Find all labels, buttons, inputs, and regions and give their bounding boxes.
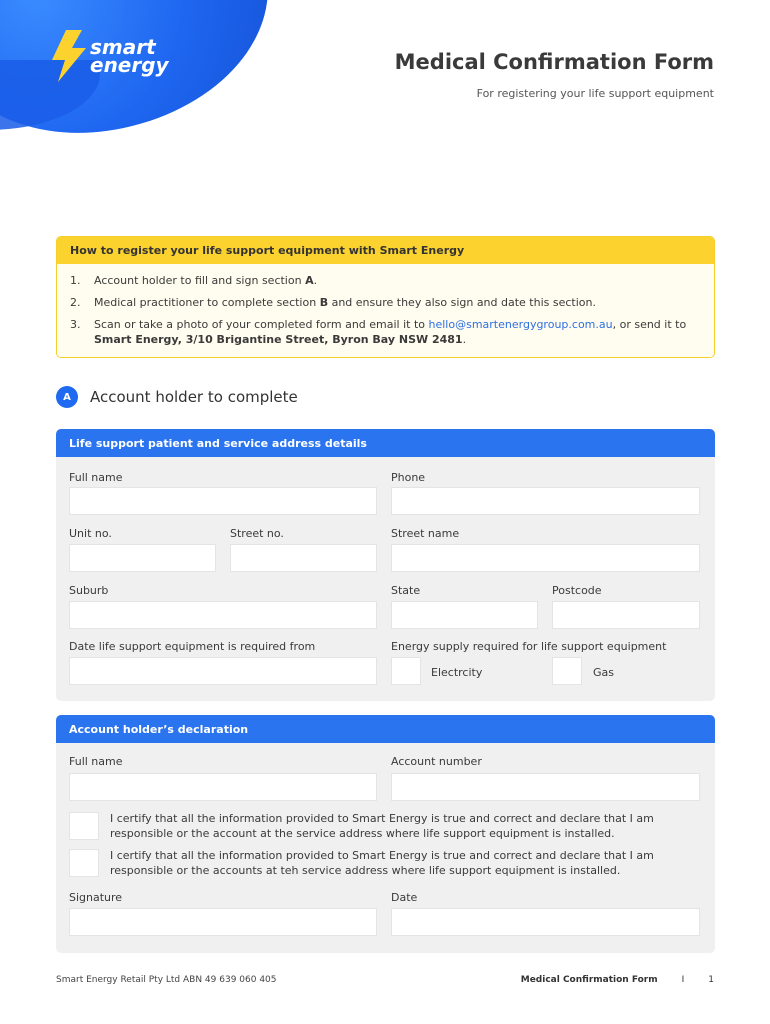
logo-line-1: smart — [90, 35, 156, 59]
footer-company: Smart Energy Retail Pty Ltd ABN 49 639 060 405 — [56, 975, 277, 985]
section-a-label: Account holder to complete — [90, 388, 298, 406]
date-required-input[interactable] — [69, 657, 377, 685]
energy-supply-label: Energy supply required for life support equipment — [391, 640, 667, 653]
step-text-part: . — [462, 333, 467, 346]
electricity-label: Electrcity — [431, 666, 483, 679]
patient-details-panel — [56, 429, 715, 701]
how-to-step-2 — [70, 295, 701, 310]
full-name-input[interactable] — [69, 487, 377, 515]
certify-2-text: I certify that all the information provided to Smart Energy is true and correct and declare that I am responsible or the accounts at teh service address where life support equipment is installed. — [110, 849, 654, 877]
step-number: 3. — [70, 318, 81, 331]
account-number-label: Account number — [391, 755, 482, 768]
step-text-part: Account holder to fill and sign section — [94, 274, 306, 287]
step-bold-part: B — [319, 296, 329, 309]
how-to-steps — [70, 273, 701, 347]
footer-form-name: Medical Confirmation Form — [520, 975, 658, 985]
step-text-part: , or send it to — [612, 318, 687, 331]
street-name-input[interactable] — [391, 544, 700, 572]
how-to-body — [57, 264, 714, 357]
date-input[interactable] — [391, 908, 700, 936]
footer-separator: I — [681, 975, 685, 985]
declaration-panel — [56, 715, 715, 953]
phone-label: Phone — [391, 471, 426, 484]
gas-checkbox[interactable] — [552, 657, 582, 685]
signature-input[interactable] — [69, 908, 377, 936]
page-subtitle: For registering your life support equipment — [476, 87, 714, 100]
step-text-part: and ensure they also sign and date this section. — [328, 296, 596, 309]
electricity-checkbox[interactable] — [391, 657, 421, 685]
step-text-part: . — [313, 274, 318, 287]
certify-2-checkbox[interactable] — [69, 849, 99, 877]
state-input[interactable] — [391, 601, 538, 629]
how-to-step-1 — [70, 273, 701, 288]
how-to-step-3 — [70, 317, 701, 347]
how-to-register-box — [56, 236, 715, 358]
postcode-label: Postcode — [552, 584, 602, 597]
unit-no-label: Unit no. — [69, 527, 112, 540]
step-bold-part: Smart Energy, 3/10 Brigantine Street, Byron Bay NSW 2481 — [94, 333, 463, 346]
street-no-label: Street no. — [230, 527, 284, 540]
page-title: Medical Confirmation Form — [394, 50, 714, 74]
suburb-input[interactable] — [69, 601, 377, 629]
step-bold-part: A — [305, 274, 314, 287]
footer-right — [521, 975, 714, 985]
patient-panel-heading: Life support patient and service address details — [56, 429, 715, 457]
declaration-panel-heading: Account holder’s declaration — [56, 715, 715, 743]
step-text — [94, 295, 596, 310]
unit-no-input[interactable] — [69, 544, 216, 572]
step-text-part: Scan or take a photo of your completed form and email it to — [94, 318, 429, 331]
declaration-full-name-input[interactable] — [69, 773, 377, 801]
signature-label: Signature — [69, 891, 123, 904]
step-number: 1. — [70, 274, 81, 287]
step-text — [94, 273, 317, 288]
account-number-input[interactable] — [391, 773, 700, 801]
declaration-full-name-label: Full name — [69, 755, 123, 768]
street-name-label: Street name — [391, 527, 460, 540]
step-text-part: Medical practitioner to complete section — [94, 296, 320, 309]
certify-1-text: I certify that all the information provided to Smart Energy is true and correct and declare that I am responsible or the account at the service address where life support equipment is installed. — [110, 812, 654, 840]
date-required-label: Date life support equipment is required from — [69, 640, 316, 653]
section-a-badge: A — [56, 386, 78, 408]
footer-page-number: 1 — [708, 975, 714, 985]
phone-input[interactable] — [391, 487, 700, 515]
street-no-input[interactable] — [230, 544, 377, 572]
step-text — [94, 317, 701, 347]
logo-wordmark — [90, 35, 169, 77]
date-label: Date — [391, 891, 418, 904]
certify-1-checkbox[interactable] — [69, 812, 99, 840]
full-name-label: Full name — [69, 471, 123, 484]
lightning-bolt-icon — [52, 30, 86, 82]
step-number: 2. — [70, 296, 81, 309]
suburb-label: Suburb — [69, 584, 109, 597]
logo-line-2: energy — [90, 53, 169, 77]
section-a-header — [56, 386, 298, 408]
state-label: State — [391, 584, 421, 597]
gas-label: Gas — [593, 666, 614, 679]
email-link[interactable]: hello@smartenergygroup.com.au — [428, 318, 613, 331]
how-to-heading: How to register your life support equipment with Smart Energy — [57, 237, 714, 264]
smart-energy-logo — [52, 30, 169, 82]
postcode-input[interactable] — [552, 601, 700, 629]
